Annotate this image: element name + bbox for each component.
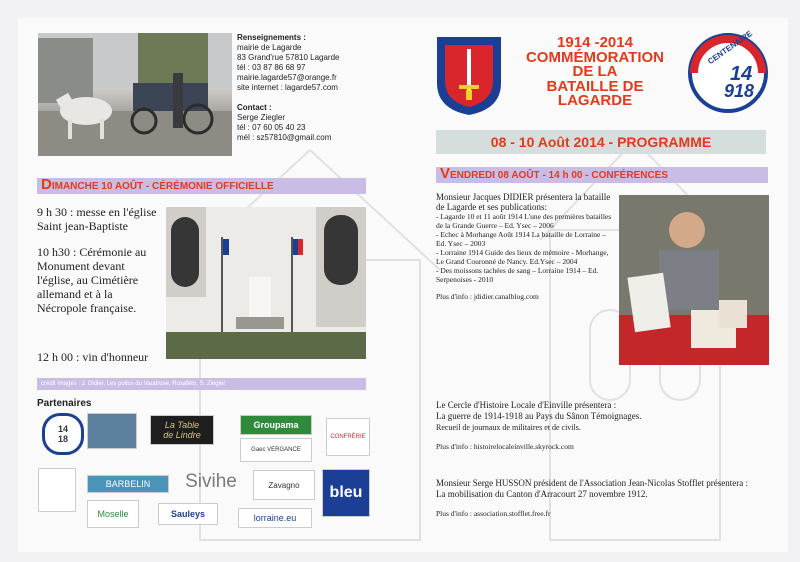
title-line: COMMÉMORATION — [525, 48, 665, 66]
partner-logo-la-table: La Table de Lindre — [150, 415, 214, 445]
centenaire-badge — [688, 28, 768, 113]
title-line: 1914 -2014 — [557, 34, 633, 51]
partner-logo-moselle: Moselle — [87, 500, 139, 528]
partner-logo-sauleys: Sauleys — [158, 503, 218, 525]
publication-item: - Lorraine 1914 Guide des lieux de mémoire - Morhange, Le Grand Couronné de Nancy. Ed.Ysec – 2004 — [436, 248, 609, 266]
info-title: Renseignements : — [237, 33, 306, 42]
publication-item: - Echec à Morhange Août 1914 La bataille de Lorraine – Ed. Ysec – 2003 — [436, 230, 606, 248]
title-line: DE LA — [572, 63, 618, 80]
badge-year-2: 918 — [724, 81, 755, 101]
info-line: mairie.lagarde57@orange.fr — [237, 73, 337, 82]
sunday-program — [37, 205, 162, 315]
partner-logo-vergance: Gaec VERGANCE — [240, 438, 312, 462]
sunday-item: 10 h30 : Cérémonie au Monument devant l'église, au Cimétière allemand et à la Nécropole française. — [37, 245, 147, 315]
contact-line: Serge Ziegler — [237, 113, 286, 122]
partner-logo-mustache — [38, 468, 76, 512]
badge-year-1: 14 — [730, 63, 753, 85]
jacques-didier-photo — [619, 195, 769, 365]
publication-item: - Des moissons tachées de sang – Lorraine 1914 – Ed. Serpenoises - 2010 — [436, 266, 599, 284]
partner-logo-zavagno: Zavagno — [253, 470, 315, 500]
credits-bar: crédit images : J. Didier, Les poilus du Vaudruse, Rosaféto, S. Ziegler — [37, 378, 366, 390]
title-line: BATAILLE DE — [546, 77, 644, 95]
friday-initial: V — [440, 165, 451, 182]
lagarde-coat-of-arms — [435, 35, 503, 117]
sunday-item: 9 h 30 : messe en l'église Saint jean-Baptiste — [37, 205, 157, 233]
contact-line: mél : sz57810@gmail.com — [237, 133, 332, 142]
info-line: 83 Grand'rue 57810 Lagarde — [237, 53, 340, 62]
title-line: LAGARDE — [557, 92, 633, 109]
partner-logo-centenaire: 14 18 — [42, 413, 84, 455]
sunday-initial: D — [41, 176, 52, 193]
info-line: site internet : lagarde57.com — [237, 83, 338, 92]
partners-title: Partenaires — [37, 398, 92, 409]
programme-bar: 08 - 10 Août 2014 - PROGRAMME — [436, 130, 766, 154]
info-line: tél : 03 87 86 68 97 — [237, 63, 306, 72]
sunday-item-wine: 12 h 00 : vin d'honneur — [37, 350, 149, 364]
cercle-info: Plus d'info : histoirelocaleinville.skyrock.com — [436, 442, 574, 451]
horse-carriage-photo — [38, 33, 232, 156]
sunday-header-bar — [37, 178, 366, 194]
partner-logo-lindre — [87, 413, 137, 449]
partner-logo-barbelin: BARBELIN — [87, 475, 169, 493]
didier-intro: Monsieur Jacques DIDIER présentera la bataille de Lagarde et ses publications: — [436, 192, 611, 212]
partner-logo-confrerie: CONFRÉRIE — [326, 418, 370, 456]
partner-logo-france-bleu: bleu — [322, 469, 370, 517]
husson-title: La mobilisation du Canton d'Arracourt 27 novembre 1912. — [436, 489, 648, 499]
cercle-sub: Recueil de journaux de militaires et de civils. — [436, 423, 581, 432]
husson-intro: Monsieur Serge HUSSON président de l'Association Jean-Nicolas Stofflet présentera : — [436, 478, 748, 488]
friday-header-bar — [436, 167, 768, 183]
partner-logo-sivihe: Sivihe — [185, 471, 237, 492]
cercle-title: La guerre de 1914-1918 au Pays du Sânon Témoignages. — [436, 411, 642, 421]
husson-section — [436, 478, 766, 519]
cercle-section — [436, 400, 766, 452]
contact-line: tél : 07 60 05 40 23 — [237, 123, 306, 132]
publication-list — [436, 212, 612, 284]
sunday-header-text: IMANCHE 10 AOÛT - CÉRÉMONIE OFFICIELLE — [51, 181, 274, 192]
badge-top-text: CENTENAIRE — [706, 28, 754, 67]
contact-block — [237, 33, 407, 143]
didier-info: Plus d'info : jdidier.canalblog.com — [436, 292, 539, 301]
didier-section — [436, 192, 612, 302]
partner-logo-groupama: Groupama — [240, 415, 312, 435]
contact-title: Contact : — [237, 103, 272, 112]
husson-info: Plus d'info : association.stofflet.free.fr — [436, 509, 551, 518]
monument-photo — [166, 207, 366, 359]
cercle-intro: Le Cercle d'Histoire Locale d'Einville présentera : — [436, 400, 617, 410]
event-title — [505, 36, 685, 109]
info-line: mairie de Lagarde — [237, 43, 302, 52]
publication-item: - Lagarde 10 et 11 août 1914 L'une des premières batailles de la Grande Guerre – Ed. Ysec – 2006 — [436, 212, 612, 230]
partner-logo-lorraine: lorraine.eu — [238, 508, 312, 528]
friday-header-text: ENDREDI 08 AOÛT - 14 h 00 - CONFÉRENCES — [450, 170, 669, 181]
